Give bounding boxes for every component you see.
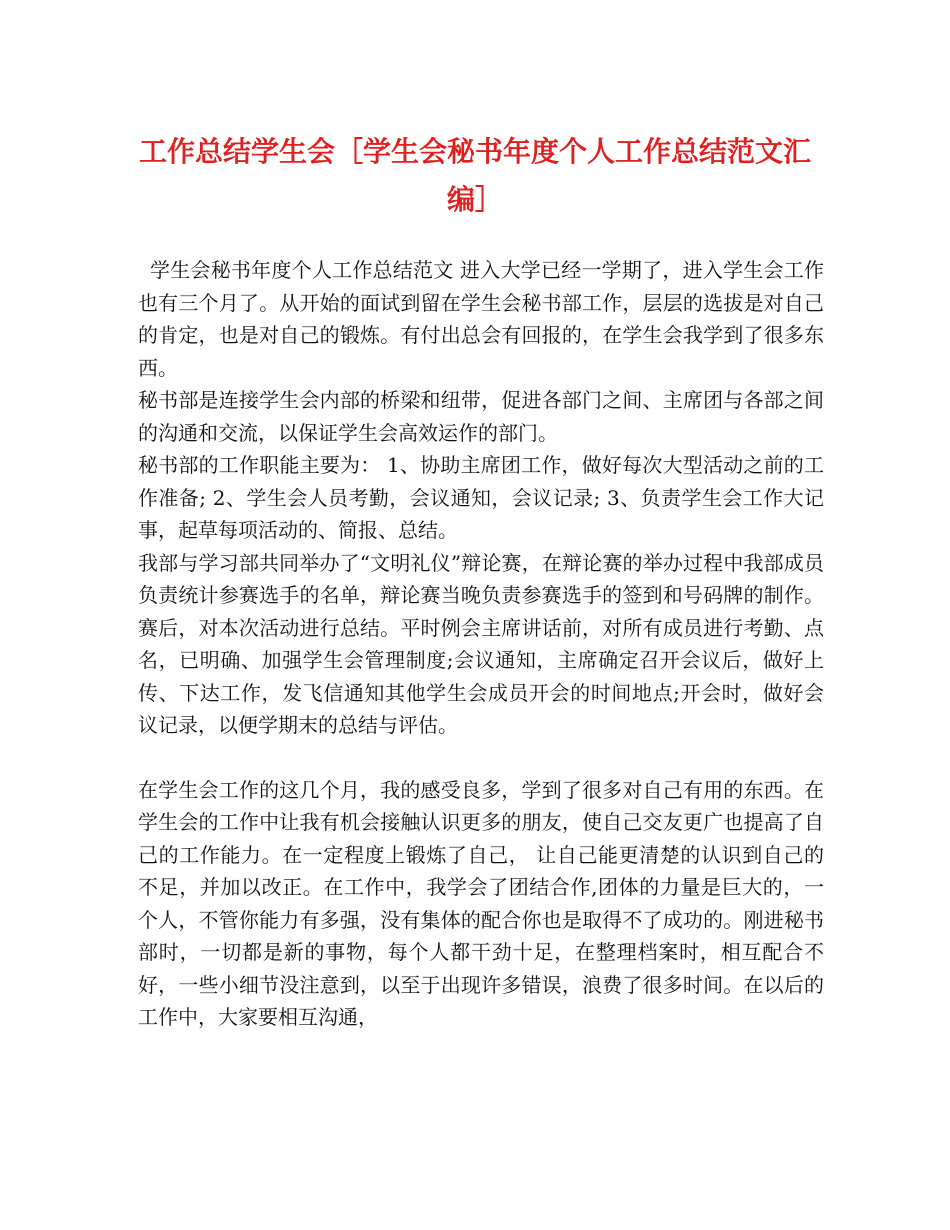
document-body bbox=[138, 254, 824, 1034]
document-title: 工作总结学生会［学生会秘书年度个人工作总结范文汇编］ bbox=[138, 135, 811, 216]
paragraph-reflection: 在学生会工作的这几个月，我的感受良多，学到了很多对自己有用的东西。在学生会的工作中让我有机会接触认识更多的朋友，使自己交友更广也提高了自己的工作能力。在一定程度上锻炼了自己， 让自己能更清楚的认识到自己的不足，并加以改正。在工作中，我学会了团结合作,团体的力量是巨大的，一个人，不管你能力有多强，没有集体的配合你也是取得不了成功的。刚进秘书部时，一切都是新的事物，每个人都干劲十足，在整理档案时，相互配合不好，一些小细节没注意到，以至于出现许多错误，浪费了很多时间。在以后的工作中，大家要相互沟通， bbox=[138, 777, 824, 1029]
paragraph-duties: 秘书部的工作职能主要为： 1、协助主席团工作，做好每次大型活动之前的工作准备; 2、学生会人员考勤，会议通知，会议记录; 3、负责学生会工作大记事，起草每项活动的、简报、总结。 bbox=[138, 453, 824, 542]
paragraph-intro: 学生会秘书年度个人工作总结范文 进入大学已经一学期了，进入学生会工作也有三个月了。从开始的面试到留在学生会秘书部工作，层层的选拔是对自己的肯定，也是对自己的锻炼。有付出总会有回报的，在学生会我学到了很多东西。 bbox=[138, 258, 824, 380]
paragraph-activities: 我部与学习部共同举办了“文明礼仪”辩论赛，在辩论赛的举办过程中我部成员负责统计参赛选手的名单，辩论赛当晚负责参赛选手的签到和号码牌的制作。赛后，对本次活动进行总结。平时例会主席讲话前，对所有成员进行考勤、点名，已明确、加强学生会管理制度;会议通知，主席确定召开会议后，做好上传、下达工作，发飞信通知其他学生会成员开会的时间地点;开会时，做好会议记录，以便学期末的总结与评估。 bbox=[138, 550, 824, 737]
paragraph-department-role: 秘书部是连接学生会内部的桥梁和纽带，促进各部门之间、主席团与各部之间的沟通和交流，以保证学生会高效运作的部门。 bbox=[138, 388, 824, 445]
